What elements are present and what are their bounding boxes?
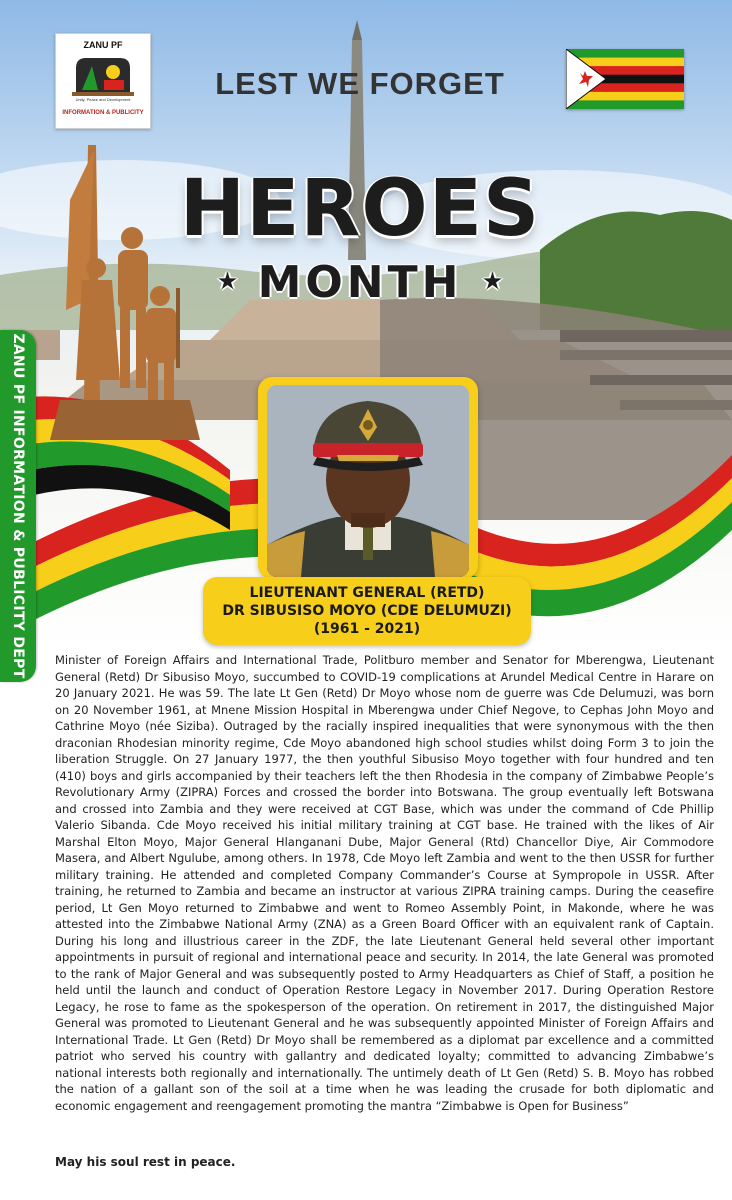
logo-motto: Unity, Peace and Development [75,97,131,102]
hero-rank: LIEUTENANT GENERAL (RETD) [249,585,485,601]
portrait-photo [267,385,469,577]
biography-text: Minister of Foreign Affairs and International Trade, Politburo member and Senator for Mberengwa, Lieutenant General (Retd) Dr Sibusiso Moyo, succumbed to COVID-19 complications at Arundel Medical Centre in Harare on 20 January 2021. He was 59. The late Lt Gen (Retd) Dr Moyo whose nom de guerre was Cde Delumuzi, was born on 20 November 1961, at Mnene Mission Hospital in Mberengwa under Chief Negove, to Cephas John Moyo and Cathrine Moyo (née Siziba). Outraged by the racially inspired inequalities that were synonymous with the then draconian Rhodesian minority regime, Cde Moyo abandoned high school studies whilst doing Form 3 to join the liberation Struggle. On 27 January 1977, the then youthful Sibusiso Moyo together with four hundred and ten (410) boys and girls accompanied by their teachers left the then Rhodesia in the company of Zimbabwe People’s Revolutionary Army (ZIPRA) Forces and crossed the border into Botswana. The group eventually left Botswana and crossed into Zambia and they were received at CGT Base, which was under the command of Cde Phillip Valerio Sibanda. Cde Moyo received his initial military training at CGT base. He trained with the likes of Air Marshal Elton Moyo, Major General Hlanganani Dube, Major General (Rtd) Chancellor Diye, Air Commodore Masera, and Albert Ngulube, among others. In 1978, Cde Moyo left Zambia and went to the then USSR for further military training. He attended and completed Company Commander’s Course at Sympropole in USSR. After training, he returned to Zambia and became an instructor at various ZIPRA training camps. During the ceasefire period, Lt Gen Moyo returned to Zimbabwe and went to Romeo Assembly Point, in Makonde, where he was attested into the Zimbabwe National Army (ZNA) as a Green Board Officer with an equivalent rank of Captain. During his long and illustrious career in the ZDF, the late Lieutenant General held several other important appointments in pursuit of regional and international peace and security. In 2014, the late General was promoted to the rank of Major General and was subsequently posted to Army Headquarters as Chief of Staff, a position he held until the launch and conduct of Operation Restore Legacy in November 2017. During Operation Restore Legacy, he rose to fame as the spokesperson of the operation. On retirement in 2017, the distinguished Major General was promoted to Lieutenant General and he was subsequently appointed Minister of Foreign Affairs and International Trade. Lt Gen (Retd) Dr Moyo shall be remembered as a diplomat par excellence and a committed patriot who served his country with gallantry and dedicated loyalty; committed to advancing Zimbabwe’s national interests both regionally and internationally. The untimely death of Lt Gen (Retd) S. B. Moyo has robbed the nation of a gallant son of the soil at a time when he was leading the crusade for both diplomatic and economic engagement and reengagement promoting the mantra “Zimbabwe is Open for Business” [55,653,714,1113]
zimbabwe-flag-icon [566,49,684,109]
month-title-row [190,257,530,308]
zanu-pf-logo [55,33,151,129]
lest-we-forget-heading: LEST WE FORGET [215,66,505,101]
heroes-title: HEROES [179,164,541,254]
department-side-tab [0,330,36,682]
logo-title: ZANU PF [83,40,123,50]
party-emblem-icon [68,52,138,96]
star-left-icon: ★ [216,267,239,295]
hero-nameplate [203,577,531,645]
month-title: MONTH [257,257,463,308]
hero-name: DR SIBUSISO MOYO (CDE DELUMUZI) [222,603,512,619]
logo-subtitle: INFORMATION & PUBLICITY [62,110,144,116]
department-label: ZANU PF INFORMATION & PUBLICITY DEPT [10,333,26,679]
portrait-frame [258,377,478,579]
hero-years: (1961 - 2021) [313,621,421,637]
closing-line: May his soul rest in peace. [55,1155,236,1169]
star-right-icon: ★ [481,267,504,295]
